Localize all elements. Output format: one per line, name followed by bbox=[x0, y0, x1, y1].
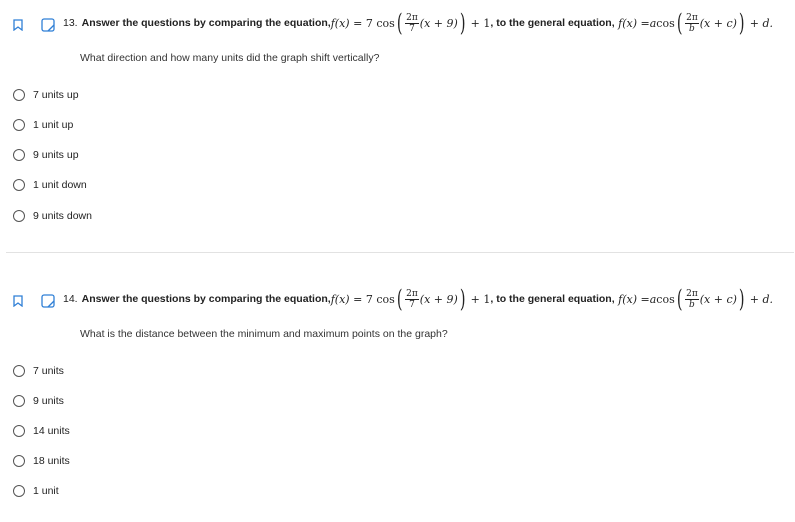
given-equation: f(x) = 7 cos ( $\frac{2\pi}{7}$ (x + 9) ) + 1 bbox=[330, 285, 491, 313]
question-prompt: Answer the questions by comparing the equation, bbox=[81, 293, 331, 305]
answer-option[interactable]: 9 units down bbox=[13, 210, 92, 222]
radio-button[interactable] bbox=[13, 365, 25, 377]
answer-option[interactable]: 7 units bbox=[13, 365, 64, 377]
question-number: 13. bbox=[63, 17, 78, 29]
radio-button[interactable] bbox=[13, 149, 25, 161]
question-prompt: Answer the questions by comparing the equation, bbox=[81, 17, 331, 29]
answer-option[interactable]: 14 units bbox=[13, 425, 70, 437]
radio-button[interactable] bbox=[13, 395, 25, 407]
general-equation: f(x) = a cos ( $\frac{2\pi}{b}$ (x + c) ) + d. bbox=[618, 9, 774, 37]
radio-button[interactable] bbox=[13, 425, 25, 437]
radio-button[interactable] bbox=[13, 89, 25, 101]
answer-option[interactable]: 9 units up bbox=[13, 149, 79, 161]
bookmark-icon[interactable] bbox=[13, 19, 23, 31]
answer-option[interactable]: 7 units up bbox=[13, 89, 79, 101]
answer-option[interactable]: 1 unit up bbox=[13, 119, 73, 131]
answer-option[interactable]: 1 unit bbox=[13, 485, 59, 497]
radio-button[interactable] bbox=[13, 179, 25, 191]
subquestion: What is the distance between the minimum and maximum points on the graph? bbox=[80, 328, 448, 340]
note-icon[interactable] bbox=[41, 18, 55, 32]
radio-button[interactable] bbox=[13, 485, 25, 497]
question-text bbox=[63, 11, 773, 35]
given-equation: f(x) = 7 cos ( $\frac{2\pi}{7}$ (x + 9) ) + 1 bbox=[330, 9, 491, 37]
question-text bbox=[63, 287, 773, 311]
general-equation: f(x) = a cos ( $\frac{2\pi}{b}$ (x + c) ) + d. bbox=[618, 285, 774, 313]
question-divider bbox=[6, 252, 794, 253]
radio-button[interactable] bbox=[13, 119, 25, 131]
subquestion: What direction and how many units did the graph shift vertically? bbox=[80, 52, 380, 64]
bookmark-icon[interactable] bbox=[13, 295, 23, 307]
radio-button[interactable] bbox=[13, 210, 25, 222]
question-mid-text: , to the general equation, bbox=[490, 293, 615, 305]
note-icon[interactable] bbox=[41, 294, 55, 308]
answer-option[interactable]: 1 unit down bbox=[13, 179, 87, 191]
radio-button[interactable] bbox=[13, 455, 25, 467]
answer-option[interactable]: 9 units bbox=[13, 395, 64, 407]
question-mid-text: , to the general equation, bbox=[490, 17, 615, 29]
answer-option[interactable]: 18 units bbox=[13, 455, 70, 467]
question-number: 14. bbox=[63, 293, 78, 305]
